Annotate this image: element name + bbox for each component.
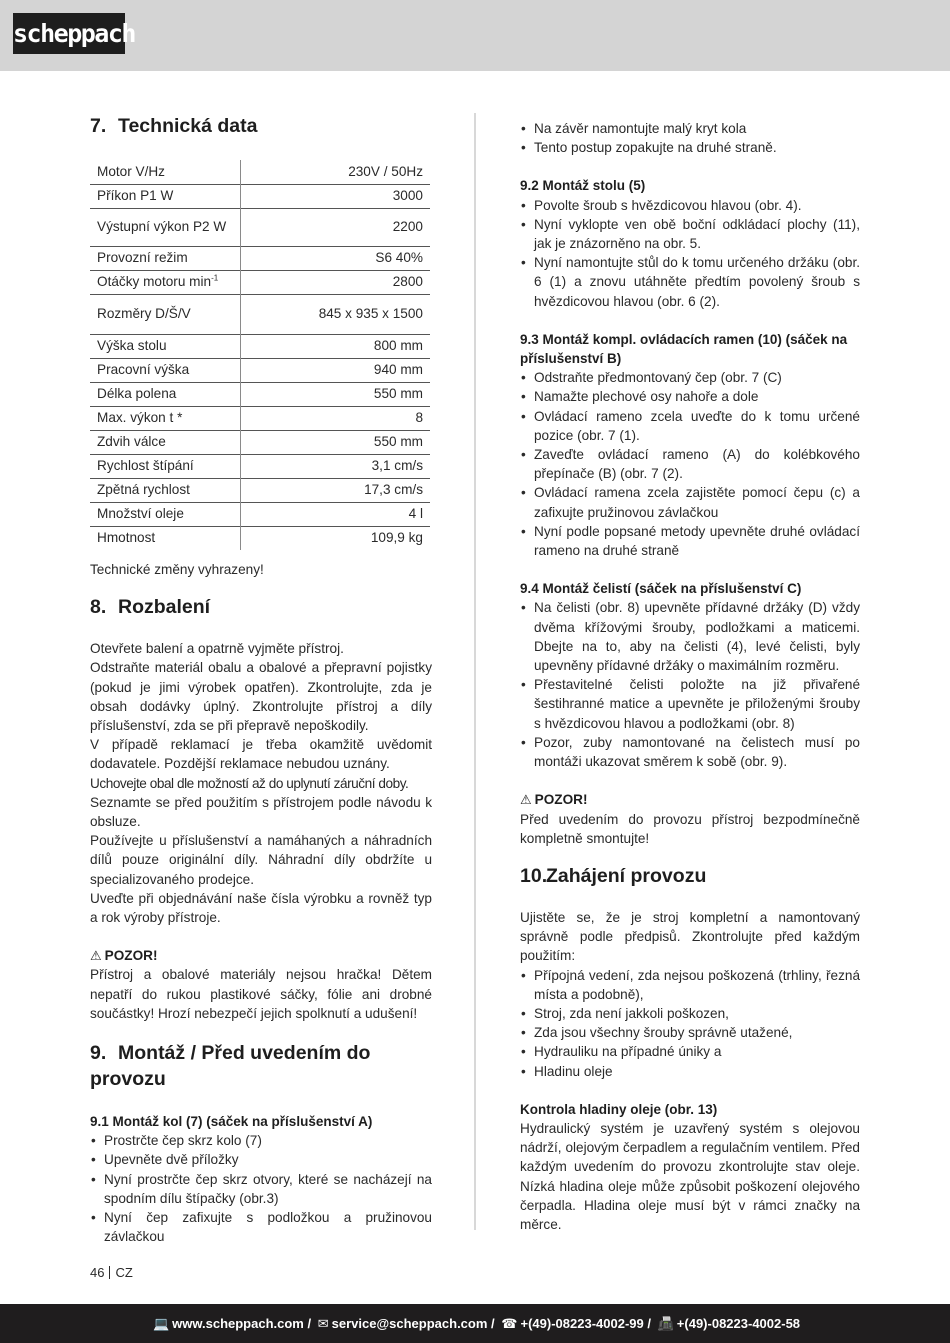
fax-number: +(49)-08223-4002-58 (676, 1316, 801, 1331)
section-9-heading: 9. Montáž / Před uvedením do provozu (90, 1042, 371, 1091)
table-row: Rychlost štípání 3,1 cm/s (90, 454, 430, 478)
list-item: • Upevněte dvě příložky (90, 1150, 432, 1169)
subsection-9-1-heading: 9.1 Montáž kol (7) (sáček na příslušenství A) (90, 1114, 373, 1130)
startup-checklist (520, 966, 860, 1081)
table-row: Délka polena 550 mm (90, 382, 430, 406)
email-link[interactable]: service@scheppach.com (331, 1316, 488, 1331)
warning-icon: ⚠ (520, 792, 532, 808)
list-item: • Přestavitelné čelisti položte na již přivařené šestihranné matice a upevněte je přiloženými šrouby s hvězdicovou hlavou a podložkami (obr. 8) (520, 675, 860, 733)
list-item: • Hladinu oleje (520, 1062, 860, 1081)
oil-level-heading: Kontrola hladiny oleje (obr. 13) (520, 1101, 718, 1117)
list-item: • Nyní podle popsané metody upevněte druhé ovládací rameno na druhé straně (520, 522, 860, 560)
list-item: • Přípojná vedení, zda nejsou poškozená (trhliny, řezná místa a podobně), (520, 966, 860, 1004)
divider (109, 1266, 110, 1279)
table-assembly-list (520, 196, 860, 311)
section-8-heading: 8. Rozbalení (90, 596, 211, 619)
section-7-heading: 7. Technická data (90, 115, 258, 137)
table-row: Provozní režim S6 40% (90, 246, 430, 270)
list-item: • Na závěr namontujte malý kryt kola (520, 119, 860, 138)
warning-block: ⚠ POZOR! Přístroj a obalové materiály nejsou hračka! Dětem nepatří do rukou plastikové sáčky, fólie ani drobné součástky! Hrozí nebezpečí jejich spolknutí a udušení! (90, 948, 432, 1021)
technical-changes-note: Technické změny vyhrazeny! (90, 562, 264, 577)
oil-level-text: Hydraulický systém je uzavřený systém s olejovou nádrží, olejovým čerpadlem a regulačním ventilem. Před každým uvedením do provozu zkontrolujte stav oleje. Nízká hladina oleje může způsobit poškození olejového čerpadla. Hladina oleje musí být v rámci značky na měrce. (520, 1120, 860, 1232)
wheel-assembly-list (90, 1131, 432, 1246)
right-column (520, 119, 860, 1234)
subsection-9-3-heading: 9.3 Montáž kompl. ovládacích ramen (10) (sáček na příslušenství B) (520, 331, 848, 367)
column-divider (474, 113, 476, 1230)
table-row: Příkon P1 W 3000 (90, 184, 430, 208)
left-column (90, 113, 432, 1246)
wheel-assembly-list-cont (520, 119, 860, 157)
table-row: Otáčky motoru $\min^{-1}$ 2800 (90, 270, 430, 294)
list-item: • Pozor, zuby namontované na čelistech musí po montáži ukazovat směrem k sobě (obr. 9). (520, 733, 860, 771)
control-arm-list (520, 368, 860, 560)
list-item: • Prostrčte čep skrz kolo (7) (90, 1131, 432, 1150)
phone-number: +(49)-08223-4002-99 (520, 1316, 644, 1331)
computer-icon: 💻 (152, 1316, 170, 1331)
subsection-9-4-heading: 9.4 Montáž čelistí (sáček na příslušenství C) (520, 581, 802, 597)
table-row: Max. výkon t * 8 (90, 406, 430, 430)
technical-data-table (90, 160, 430, 550)
subsection-9-2-heading: 9.2 Montáž stolu (5) (520, 178, 646, 194)
list-item: • Hydrauliku na případné úniky a (520, 1042, 860, 1061)
table-row: Hmotnost 109,9 kg (90, 526, 430, 550)
list-item: • Nyní čep zafixujte s podložkou a pružinovou závlačkou (90, 1208, 432, 1246)
page-number: 46 CZ (90, 1265, 133, 1280)
warning-block: ⚠ POZOR! Před uvedením do provozu přístroj bezpodmínečně kompletně smontujte! (520, 792, 860, 846)
list-item: • Ovládací rameno zcela uveďte do k tomu určené pozice (obr. 7 (1). (520, 407, 860, 445)
unpacking-text: Otevřete balení a opatrně vyjměte přístroj. Odstraňte materiál obalu a obalové a přepravní pojistky (pokud je jimi výrobek opatřen). Zkontrolujte, zda je obsah dodávky úplný. Zkontrolujte přístroj a díly příslušenství, zda se při přepravě nepoškodily. V případě reklamací je třeba okamžitě uvědomit dodavatele. Pozdější reklamace nebudou uznány. Uchovejte obal dle možností až do uplynutí záruční doby. Seznamte se před použitím s přístrojem podle návodu k obsluze. Používejte u příslušenství a namáhaných a náhradních dílů pouze originální díly. Náhradní díly obdržíte u specializovaného prodejce. Uveďte při objednávání naše čísla výrobku a rovněž typ a rok výroby přístroje. (90, 641, 432, 926)
list-item: • Odstraňte předmontovaný čep (obr. 7 (C) (520, 368, 860, 387)
list-item: • Tento postup zopakujte na druhé straně. (520, 138, 860, 157)
list-item: • Nyní prostrčte čep skrz otvory, které se nacházejí na spodním dílu štípačky (obr.3) (90, 1170, 432, 1208)
list-item: • Povolte šroub s hvězdicovou hlavou (obr. 4). (520, 196, 860, 215)
table-row: Výška stolu 800 mm (90, 334, 430, 358)
table-row: Zpětná rychlost 17,3 cm/s (90, 478, 430, 502)
website-link[interactable]: www.scheppach.com (172, 1316, 304, 1331)
list-item: • Nyní vyklopte ven obě boční odkládací plochy (11), jak je znázorněno na obr. 5. (520, 215, 860, 253)
list-item: • Ovládací ramena zcela zajistěte pomocí čepu (c) a zafixujte pružinovou závlačkou (520, 483, 860, 521)
list-item: • Zda jsou všechny šrouby správně utažené, (520, 1023, 860, 1042)
list-item: • Namažte plechové osy nahoře a dole (520, 387, 860, 406)
table-row: Výstupní výkon P2 W 2200 (90, 208, 430, 246)
scheppach-logo: scheppach (13, 13, 125, 54)
list-item: • Na čelisti (obr. 8) upevněte přídavné držáky (D) vždy dvěma křížovými šrouby, podložkami a maticemi. Dbejte na to, aby na čelisti (4), levé čelisti, byly upevněny přídavné držáky o maximálním rozměru. (520, 598, 860, 675)
section-10-heading: 10.Zahájení provozu (520, 864, 707, 887)
startup-intro: Ujistěte se, že je stroj kompletní a namontovaný správně podle předpisů. Zkontrolujte před každým použitím: (520, 909, 860, 964)
header-bar (0, 0, 950, 71)
list-item: • Nyní namontujte stůl do k tomu určeného držáku (obr. 6 (1) a znovu utáhněte předtím povolený šroub s hvězdicovou hlavou (obr. 6 (2). (520, 253, 860, 311)
footer-bar: 💻 www.scheppach.com / ✉ service@scheppach.com / ☎ +(49)-08223-4002-99 / 📠 +(49)-08223-4002-58 (0, 1304, 950, 1343)
table-row: Motor V/Hz 230V / 50Hz (90, 160, 430, 184)
fax-icon: 📠 (657, 1316, 674, 1331)
table-row: Rozměry D/Š/V 845 x 935 x 1500 (90, 294, 430, 334)
warning-icon: ⚠ (90, 948, 102, 964)
phone-icon: ☎ (501, 1316, 518, 1331)
list-item: • Stroj, zda není jakkoli poškozen, (520, 1004, 860, 1023)
table-row: Množství oleje 4 l (90, 502, 430, 526)
table-row: Pracovní výška 940 mm (90, 358, 430, 382)
table-row: Zdvih válce 550 mm (90, 430, 430, 454)
mail-icon: ✉ (317, 1316, 329, 1331)
list-item: • Zaveďte ovládací rameno (A) do kolébkového přepínače (B) (obr. 7 (2). (520, 445, 860, 483)
jaw-assembly-list (520, 598, 860, 771)
